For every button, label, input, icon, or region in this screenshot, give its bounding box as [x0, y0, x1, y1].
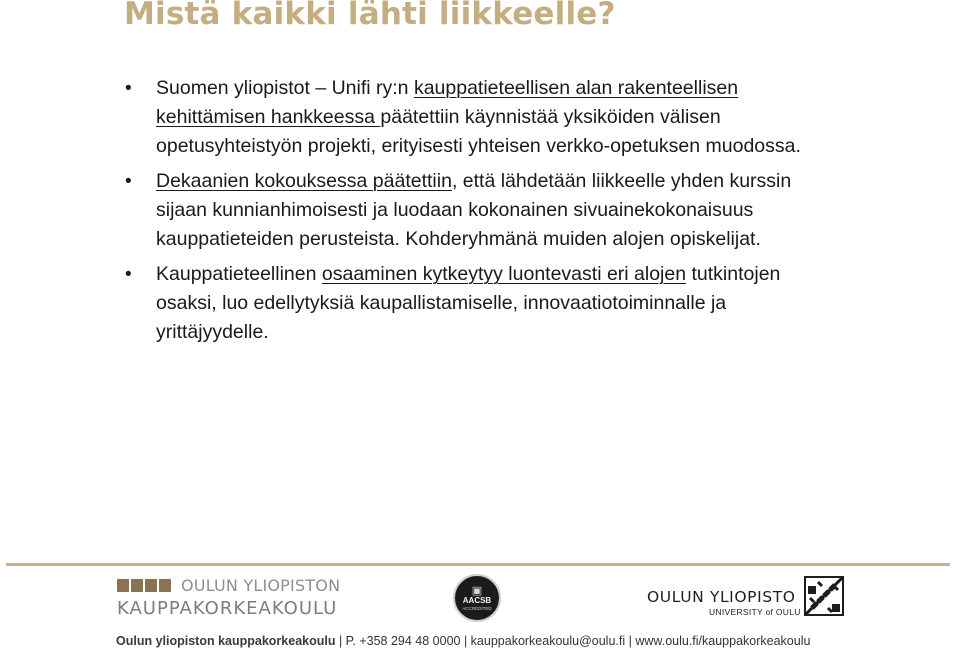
bullet-text: Kauppatieteellinen	[156, 263, 322, 285]
university-subname: UNIVERSITY of OULU	[709, 607, 801, 617]
aacsb-accredited: ACCREDITED	[462, 606, 492, 611]
footer-contact-details: | P. +358 294 48 0000 | kauppakorkeakoulu@oulu.fi | www.oulu.fi/kauppakorkeakoulu	[335, 634, 811, 648]
footer-contact	[116, 634, 810, 648]
bullet-text: Suomen yliopistot – Unifi ry:n	[156, 77, 414, 99]
bullet-text: päätettiin käynnistää yksiköiden välisen opetusyhteistyön projekti, erityisesti yhteisen verkko-opetuksen muodossa.	[156, 106, 801, 157]
bullet-list	[124, 74, 824, 353]
bullet-text: , että lähdetään liikkeelle yhden kurssin sijaan kunnianhimoisesti ja luodaan kokonainen sivuainekokonaisuus kauppatieteiden perusteista. Kohderyhmänä muiden alojen opiskelijat.	[156, 170, 792, 250]
bullet-item	[124, 74, 824, 161]
university-name: OULUN YLIOPISTO	[647, 588, 796, 606]
slide-title: Mistä kaikki lähti liikkeelle?	[124, 0, 616, 32]
pillar-icon: ▣	[471, 584, 483, 597]
faculty-logo-line2: KAUPPAKORKEAKOULU	[117, 598, 338, 619]
aacsb-seal	[453, 574, 501, 622]
logo-square	[117, 579, 129, 592]
university-logo-text	[647, 588, 801, 617]
faculty-logo	[117, 576, 357, 621]
bullet-text: tutkintojen osaksi, luo edellytyksiä kaupallistamiselle, innovaatiotoiminnalle ja yrittäjyydelle.	[156, 263, 781, 343]
bullet-item	[124, 260, 824, 347]
aacsb-name: AACSB	[462, 596, 492, 605]
faculty-logo-line1: OULUN YLIOPISTON	[181, 576, 341, 595]
footer-divider	[6, 563, 950, 566]
bullet-item	[124, 167, 824, 254]
logo-square	[131, 579, 143, 592]
underlined-text: kauppatieteellisen alan rakenteellisen kehittämisen hankkeessa	[156, 77, 739, 128]
logo-square	[145, 579, 157, 592]
underlined-text: osaaminen kytkeytyy luontevasti eri alojen	[321, 263, 687, 285]
university-emblem-icon	[804, 576, 844, 616]
footer-organization: Oulun yliopiston kauppakorkeakoulu	[116, 634, 336, 648]
logo-square	[159, 579, 171, 592]
underlined-text: Dekaanien kokouksessa päätettiin	[156, 170, 452, 192]
